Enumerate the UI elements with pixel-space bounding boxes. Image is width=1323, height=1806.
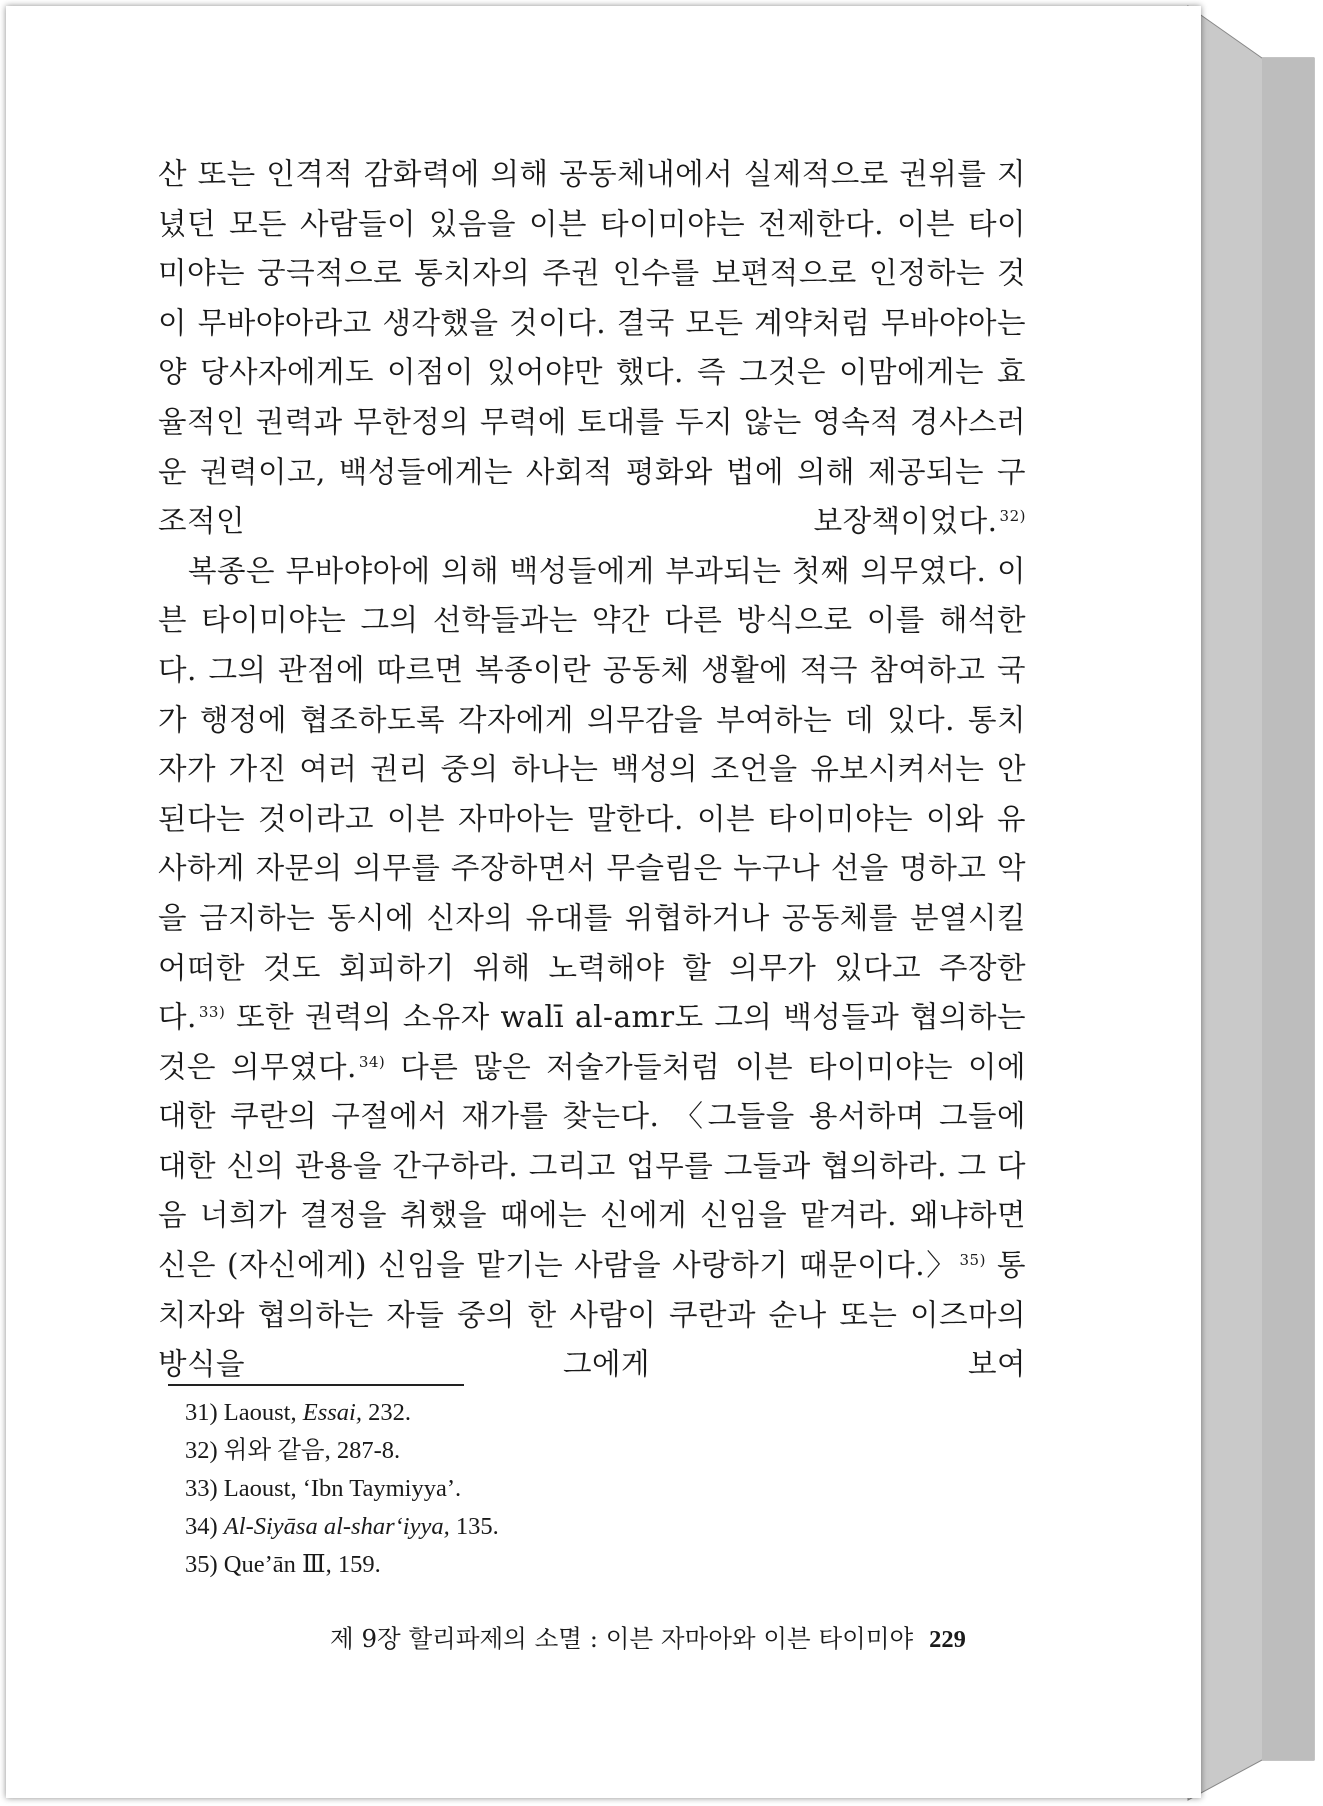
note-ref-33: 33) xyxy=(198,1003,226,1022)
paragraph-2: 복종은 무바야아에 의해 백성들에게 부과되는 첫째 의무였다. 이븐 타이미야는 그의 선학들과는 약간 다른 방식으로 이를 해석한다. 그의 관점에 따르면 복종이란 공동체 생활에 적극 참여하고 국가 행정에 협조하도록 각자에게 의무감을 부여하는 데 있다. 통치자가 가진 여러 권리 중의 하나는 백성의 조언을 유보시켜서는 안 된다는 것이라고 이븐 자마아는 말한다. 이븐 타이미야는 이와 유사하게 자문의 의무를 주장하면서 무슬림은 누구나 선을 명하고 악을 금지하는 동시에 신자의 유대를 위협하거나 공동체를 분열시킬 어떠한 것도 회피하기 위해 노력해야 할 의무가 있다고 주장한다. $^{33)}$ 또한 권력의 소유자 walī al-amr도 그의 백성들과 협의하는 것은 의무였다. $^{34)}$ 다른 많은 저술가들처럼 이븐 타이미야는 이에 대한 쿠란의 구절에서 재가를 찾는다. 〈그들을 용서하며 그들에 대한 신의 관용을 간구하라. 그리고 업무를 그들과 협의하라. 그 다음 너희가 결정을 취했을 때에는 신에게 신임을 맡겨라. 왜냐하면 신은 (자신에게) 신임을 맡기는 사람을 사랑하기 때문이다.〉 $^{35)}$ 통치자와 협의하는 자들 중의 한 사람이 쿠란과 순나 또는 이즈마의 방식을 그에게 보여 xyxy=(158,553,1026,1382)
note-ref-34: 34) xyxy=(358,1052,386,1071)
chapter-title: 제 9장 할리파제의 소멸 : 이븐 자마아와 이븐 타이미야 xyxy=(330,1624,914,1653)
book-spine-edge xyxy=(1182,0,1317,1806)
note-ref-32: 32) xyxy=(999,507,1026,526)
note-ref-35: 35) xyxy=(959,1251,986,1270)
paragraph-1: 산 또는 인격적 감화력에 의해 공동체내에서 실제적으로 권위를 지녔던 모든 사람들이 있음을 이븐 타이미야는 전제한다. 이븐 타이미야는 궁극적으로 통치자의 주권 인수를 보편적으로 인정하는 것이 무바야아라고 생각했을 것이다. 결국 모든 계약처럼 무바야아는 양 당사자에게도 이점이 있어야만 했다. 즉 그것은 이맘에게는 효율적인 권력과 무한정의 무력에 토대를 두지 않는 영속적 경사스러운 권력이고, 백성들에게는 사회적 평화와 법에 의해 제공되는 구조적인 보장책이었다. $^{32)}$ xyxy=(158,157,1026,539)
footnote-divider xyxy=(168,1384,464,1386)
page-number: 229 xyxy=(929,1626,966,1653)
footnote-31: 31) Laoust, Essai, 232. xyxy=(185,1399,411,1426)
body-text xyxy=(158,150,1026,1390)
footnote-34: 34) Al-Siyāsa al-shar‘iyya, 135. xyxy=(185,1513,499,1540)
running-footer xyxy=(330,1620,995,1655)
footnotes xyxy=(185,1394,499,1584)
footnote-35: 35) Que’ān Ⅲ, 159. xyxy=(185,1551,381,1578)
footnote-33: 33) Laoust, ‘Ibn Taymiyya’. xyxy=(185,1475,462,1502)
footnote-32: 32) 위와 같음, 287-8. xyxy=(185,1437,401,1464)
